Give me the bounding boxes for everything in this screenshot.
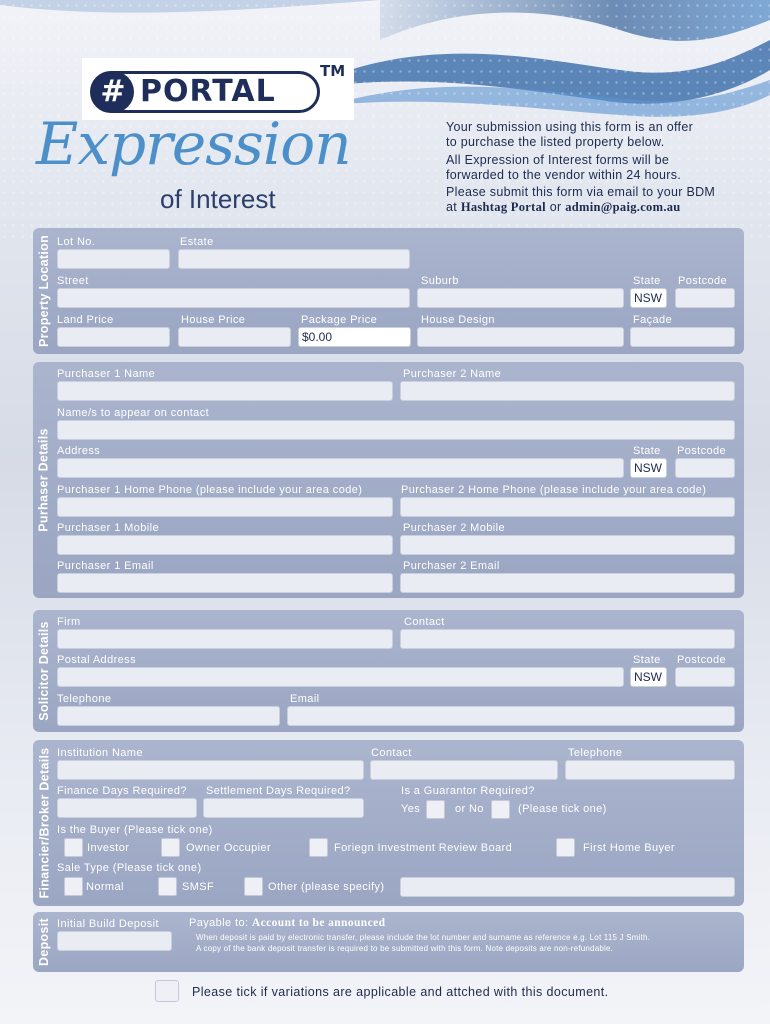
settlement-days-input[interactable] — [203, 798, 364, 818]
firb-checkbox[interactable] — [309, 838, 328, 857]
purchaser-state-input[interactable]: NSW — [630, 458, 667, 478]
intro-line-1: Your submission using this form is an offer — [446, 120, 694, 134]
label-purchaser-2-name: Purchaser 2 Name — [403, 368, 502, 380]
smsf-checkbox[interactable] — [158, 877, 177, 896]
label-house-price: House Price — [181, 314, 246, 326]
house-design-input[interactable] — [417, 327, 624, 347]
label-purchaser-2-mobile: Purchaser 2 Mobile — [403, 522, 505, 534]
other-checkbox[interactable] — [244, 877, 263, 896]
package-price-input[interactable]: $0.00 — [298, 327, 411, 347]
label-or-no: or No — [455, 803, 484, 815]
initial-deposit-input[interactable] — [57, 931, 172, 951]
label-initial-deposit: Initial Build Deposit — [57, 918, 159, 930]
label-solicitor-postcode: Postcode — [677, 654, 727, 666]
finance-contact-input[interactable] — [370, 760, 558, 780]
finance-days-input[interactable] — [57, 798, 197, 818]
intro-email-link[interactable]: admin@paig.com.au — [565, 200, 681, 214]
purchaser-1-mobile-input[interactable] — [57, 535, 393, 555]
intro-or: or — [545, 200, 566, 214]
intro-at: at — [446, 200, 461, 214]
section-solicitor-details — [33, 610, 744, 732]
institution-input[interactable] — [57, 760, 364, 780]
deposit-note-2: A copy of the bank deposit transfer is required to be submitted with this form. Note deposits are non-refundable. — [196, 944, 614, 953]
label-settlement-days: Settlement Days Required? — [206, 785, 351, 797]
label-purchaser-1-mobile: Purchaser 1 Mobile — [57, 522, 159, 534]
label-address: Address — [57, 445, 101, 457]
land-price-input[interactable] — [57, 327, 170, 347]
normal-checkbox[interactable] — [64, 877, 83, 896]
names-on-contract-input[interactable] — [57, 420, 735, 440]
label-lot-no: Lot No. — [57, 236, 96, 248]
intro-line-5: Please submit this form via email to your BDM — [446, 185, 716, 199]
street-input[interactable] — [57, 288, 410, 308]
label-estate: Estate — [180, 236, 214, 248]
payable-to-line — [189, 917, 385, 929]
postcode-input[interactable] — [675, 288, 735, 308]
section-deposit — [33, 912, 744, 972]
house-price-input[interactable] — [178, 327, 291, 347]
label-house-design: House Design — [421, 314, 495, 326]
label-names-on-contract: Name/s to appear on contact — [57, 407, 210, 419]
label-investor: Investor — [87, 842, 130, 854]
state-input[interactable]: NSW — [630, 288, 667, 308]
purchaser-2-email-input[interactable] — [400, 573, 735, 593]
suburb-input[interactable] — [417, 288, 624, 308]
estate-input[interactable] — [178, 249, 410, 269]
label-purchaser-postcode: Postcode — [677, 445, 727, 457]
purchaser-1-email-input[interactable] — [57, 573, 393, 593]
lot-no-input[interactable] — [57, 249, 170, 269]
finance-telephone-input[interactable] — [565, 760, 735, 780]
label-purchaser-1-name: Purchaser 1 Name — [57, 368, 156, 380]
guarantor-no-checkbox[interactable] — [491, 800, 510, 819]
label-first-home-buyer: First Home Buyer — [583, 842, 675, 854]
purchaser-1-phone-input[interactable] — [57, 497, 393, 517]
purchaser-1-name-input[interactable] — [57, 381, 393, 401]
side-text-solicitor: Solicitor Details — [37, 621, 52, 721]
side-label-purchaser — [33, 362, 55, 598]
logo-trademark: TM — [320, 62, 346, 80]
investor-checkbox[interactable] — [64, 838, 83, 857]
label-solicitor-state: State — [633, 654, 661, 666]
purchaser-postcode-input[interactable] — [675, 458, 735, 478]
intro-org: Hashtag Portal — [460, 200, 546, 214]
label-purchaser-1-phone: Purchaser 1 Home Phone (please include your area code) — [57, 484, 363, 496]
label-facade: Façade — [633, 314, 673, 326]
label-solicitor-contact: Contact — [404, 616, 445, 628]
label-land-price: Land Price — [57, 314, 114, 326]
solicitor-state-input[interactable]: NSW — [630, 667, 667, 687]
label-suburb: Suburb — [421, 275, 459, 287]
label-street: Street — [57, 275, 89, 287]
label-solicitor-telephone: Telephone — [57, 693, 112, 705]
solicitor-telephone-input[interactable] — [57, 706, 280, 726]
solicitor-email-input[interactable] — [287, 706, 735, 726]
label-state: State — [633, 275, 661, 287]
title-expression: Expression — [36, 110, 351, 178]
label-firm: Firm — [57, 616, 81, 628]
label-purchaser-state: State — [633, 445, 661, 457]
label-other: Other (please specify) — [268, 881, 385, 893]
label-finance-days: Finance Days Required? — [57, 785, 187, 797]
label-purchaser-2-phone: Purchaser 2 Home Phone (please include your area code) — [401, 484, 707, 496]
label-package-price: Package Price — [301, 314, 378, 326]
side-text-deposit: Deposit — [37, 918, 51, 966]
label-finance-contact: Contact — [371, 747, 412, 759]
label-payable-to: Payable to: — [189, 917, 252, 929]
label-guarantor: Is a Guarantor Required? — [401, 785, 535, 797]
label-postcode: Postcode — [678, 275, 728, 287]
variations-text: Please tick if variations are applicable and attched with this document. — [192, 985, 609, 999]
intro-line-4: forwarded to the vendor within 24 hours. — [446, 168, 682, 182]
side-text-property: Property Location — [37, 234, 51, 348]
facade-input[interactable] — [630, 327, 735, 347]
side-text-purchaser: Purhaser Details — [37, 428, 51, 532]
other-specify-input[interactable] — [400, 877, 735, 897]
section-purchaser-details — [33, 362, 744, 598]
label-sale-type: Sale Type (Please tick one) — [57, 862, 202, 874]
intro-line-2: to purchase the listed property below. — [446, 135, 665, 149]
solicitor-postcode-input[interactable] — [675, 667, 735, 687]
label-finance-telephone: Telephone — [568, 747, 623, 759]
label-firb: Foriegn Investment Review Board — [334, 842, 513, 854]
label-solicitor-email: Email — [290, 693, 320, 705]
label-owner-occupier: Owner Occupier — [186, 842, 272, 854]
address-input[interactable] — [57, 458, 624, 478]
purchaser-2-mobile-input[interactable] — [400, 535, 735, 555]
logo-text: PORTAL — [140, 74, 276, 109]
label-smsf: SMSF — [182, 881, 215, 893]
owner-occupier-checkbox[interactable] — [161, 838, 180, 857]
label-buyer-question: Is the Buyer (Please tick one) — [57, 824, 213, 836]
label-tick-one: (Please tick one) — [518, 803, 607, 815]
side-label-property — [33, 228, 55, 354]
section-financier-broker — [33, 740, 744, 906]
intro-line-3: All Expression of Interest forms will be — [446, 153, 670, 167]
title-of-interest: of Interest — [160, 184, 276, 214]
side-text-financier: Financier/Broker Details — [37, 747, 52, 899]
purchaser-2-name-input[interactable] — [400, 381, 735, 401]
purchaser-2-phone-input[interactable] — [400, 497, 735, 517]
deposit-note-1: When deposit is paid by electronic transfer, please include the lot number and surname as reference e.g. Lot 115 J Smith. — [196, 933, 651, 942]
side-label-financier — [33, 740, 55, 906]
solicitor-contact-input[interactable] — [400, 629, 735, 649]
label-normal: Normal — [86, 881, 124, 893]
intro-line-6 — [446, 200, 746, 215]
section-property-location — [33, 228, 744, 354]
side-label-deposit — [33, 912, 55, 972]
firm-input[interactable] — [57, 629, 393, 649]
label-postal-address: Postal Address — [57, 654, 136, 666]
label-purchaser-2-email: Purchaser 2 Email — [403, 560, 500, 572]
side-label-solicitor — [33, 610, 55, 732]
first-home-buyer-checkbox[interactable] — [556, 838, 575, 857]
guarantor-yes-checkbox[interactable] — [426, 800, 445, 819]
variations-checkbox[interactable] — [155, 980, 179, 1002]
label-purchaser-1-email: Purchaser 1 Email — [57, 560, 154, 572]
label-yes: Yes — [401, 803, 421, 815]
logo-hash-symbol: # — [92, 71, 134, 113]
postal-address-input[interactable] — [57, 667, 624, 687]
label-institution: Institution Name — [57, 747, 143, 759]
payable-to-value: Account to be announced — [251, 917, 386, 929]
